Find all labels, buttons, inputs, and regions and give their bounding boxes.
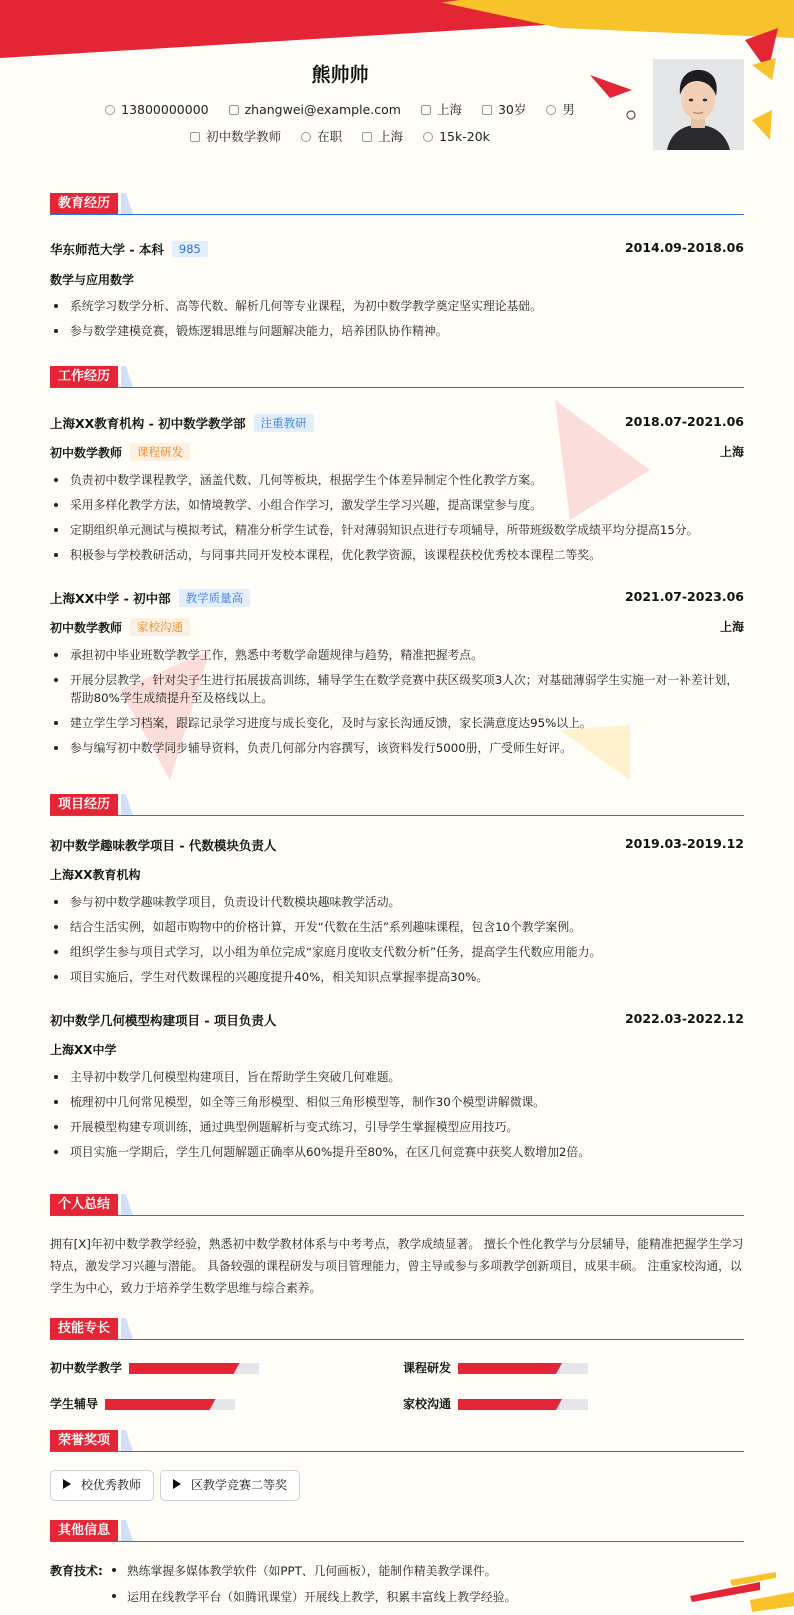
list-item: 熟练掌握多媒体教学软件（如PPT、几何画板），能制作精美教学课件。	[127, 1564, 497, 1578]
candidate-name: 熊帅帅	[311, 64, 369, 86]
section-tab-decoration	[121, 794, 133, 815]
list-item: 系统学习数学分析、高等代数、解析几何等专业课程，为初中数学教学奠定坚实理论基础。	[50, 297, 744, 315]
list-item: 建立学生学习档案，跟踪记录学习进度与成长变化，及时与家长沟通反馈，家长满意度达95%以上。	[50, 714, 744, 732]
skill-bar	[458, 1399, 588, 1410]
list-item: 承担初中毕业班数学教学工作，熟悉中考数学命题规律与趋势，精准把握考点。	[50, 646, 744, 664]
home-icon	[421, 105, 431, 115]
list-item: 运用在线教学平台（如腾讯课堂）开展线上教学，积累丰富线上教学经验。	[127, 1590, 517, 1604]
section-tab-decoration	[121, 1194, 133, 1215]
award-badge: 区教学竞赛二等奖	[160, 1470, 300, 1501]
skill-bar-fill	[105, 1399, 216, 1410]
award-badge: 校优秀教师	[50, 1470, 154, 1501]
school-tag: 985	[172, 241, 208, 257]
location: 上海	[421, 100, 462, 118]
skill-bar-fill	[458, 1363, 562, 1374]
play-icon	[173, 1479, 181, 1489]
avatar	[653, 59, 744, 150]
work-role: 初中数学教师 课程研发	[50, 443, 190, 461]
summary-text: 拥有[X]年初中数学教学经验，熟悉初中数学教材体系与中考考点，教学成绩显著。 擅长个性化教学与分层辅导，能精准把握学生学习特点，激发学习兴趣与潜能。 具备较强的课程研发与项目管理能力，曾主导或参与多项教学创新项目，成果丰硕。 注重家校沟通，以学生为中心，致力于培养学生数学思维与综合素养。	[50, 1237, 744, 1295]
play-icon	[63, 1479, 71, 1489]
work-bullets	[50, 646, 744, 764]
project-title: 初中数学趣味教学项目 - 代数模块负责人	[50, 838, 277, 853]
project-date: 2022.03-2022.12	[624, 1011, 744, 1026]
gender-icon	[546, 105, 556, 115]
list-item: 参与初中数学趣味教学项目，负责设计代数模块趣味教学活动。	[50, 893, 744, 911]
list-item: 项目实施一学期后，学生几何题解题正确率从60%提升至80%，在区几何竞赛中获奖人数增加2倍。	[50, 1143, 744, 1161]
section-work	[50, 366, 744, 388]
section-title: 项目经历	[50, 794, 118, 815]
project-org: 上海XX中学	[50, 1043, 117, 1057]
project-title: 初中数学几何模型构建项目 - 项目负责人	[50, 1013, 277, 1028]
education-date: 2014.09-2018.06	[624, 240, 744, 255]
work-city: 上海	[719, 620, 744, 634]
job-status: 在职	[301, 127, 342, 145]
company-tag: 教学质量高	[179, 589, 251, 607]
work-date: 2021.07-2023.06	[624, 589, 744, 604]
project-bullets	[50, 1068, 744, 1168]
job-title: 初中数学教师	[190, 127, 281, 145]
work-role: 初中数学教师 家校沟通	[50, 618, 190, 636]
building-icon	[362, 132, 372, 142]
section-title: 个人总结	[50, 1194, 118, 1215]
role-tag: 课程研发	[130, 443, 190, 461]
section-title: 荣誉奖项	[50, 1430, 118, 1451]
skill-name: 家校沟通	[403, 1397, 452, 1411]
skill-name: 学生辅导	[50, 1397, 99, 1411]
education-bullets	[50, 297, 744, 347]
list-item: 负责初中数学课程教学，涵盖代数、几何等板块，根据学生个体差异制定个性化教学方案。	[50, 471, 744, 489]
list-item: 参与编写初中数学同步辅导资料，负责几何部分内容撰写，该资料发行5000册，广受师生好评。	[50, 739, 744, 757]
age: 30岁	[482, 100, 526, 118]
job-city: 上海	[362, 127, 403, 145]
section-summary	[50, 1194, 744, 1216]
section-title: 教育经历	[50, 193, 118, 214]
education-major: 数学与应用数学	[50, 273, 135, 287]
work-bullets	[50, 471, 744, 571]
section-tab-decoration	[121, 1520, 133, 1541]
list-item: 开展模型构建专项训练，通过典型例题解析与变式练习，引导学生掌握模型应用技巧。	[50, 1118, 744, 1136]
skill-bar	[458, 1363, 588, 1374]
skill-name: 初中数学教学	[50, 1361, 123, 1375]
section-education	[50, 193, 744, 215]
cake-icon	[482, 105, 492, 115]
email: zhangwei@example.com	[229, 102, 401, 117]
gear-icon	[301, 132, 311, 142]
work-company: 上海XX中学 - 初中部 教学质量高	[50, 589, 250, 607]
section-tab-decoration	[121, 366, 133, 387]
section-tab-decoration	[121, 1430, 133, 1451]
avatar-portrait	[653, 59, 744, 150]
phone-icon	[105, 105, 115, 115]
list-item: 项目实施后，学生对代数课程的兴趣度提升40%，相关知识点掌握率提高30%。	[50, 968, 744, 986]
mail-icon	[229, 105, 239, 115]
section-title: 工作经历	[50, 366, 118, 387]
section-tab-decoration	[121, 193, 133, 214]
section-other	[50, 1520, 744, 1542]
skill-bar-fill	[129, 1363, 240, 1374]
resume-header	[0, 0, 794, 175]
list-item: 梳理初中几何常见模型，如全等三角形模型、相似三角形模型等，制作30个模型讲解微课。	[50, 1093, 744, 1111]
work-company: 上海XX教育机构 - 初中数学教学部 注重教研	[50, 414, 314, 432]
education-school: 华东师范大学 - 本科 985	[50, 240, 208, 258]
skill-bar	[129, 1363, 259, 1374]
gender: 男	[546, 100, 575, 118]
send-icon	[190, 132, 200, 142]
phone: 13800000000	[105, 102, 208, 117]
list-item: 结合生活实例，如超市购物中的价格计算，开发“代数在生活”系列趣味课程，包含10个教学案例。	[50, 918, 744, 936]
list-item: 采用多样化教学方法，如情境教学、小组合作学习，激发学生学习兴趣，提高课堂参与度。	[50, 496, 744, 514]
list-item: 开展分层教学，针对尖子生进行拓展拔高训练，辅导学生在数学竞赛中获区级奖项3人次；对基础薄弱学生实施一对一补差计划，帮助80%学生成绩提升至及格线以上。	[50, 671, 744, 707]
work-date: 2018.07-2021.06	[624, 414, 744, 429]
skill-name: 课程研发	[403, 1361, 452, 1375]
role-tag: 家校沟通	[130, 618, 190, 636]
list-item: 组织学生参与项目式学习，以小组为单位完成“家庭月度收支代数分析”任务，提高学生代数应用能力。	[50, 943, 744, 961]
project-bullets	[50, 893, 744, 993]
work-city: 上海	[719, 445, 744, 459]
list-item: 积极参与学校教研活动，与同事共同开发校本课程，优化教学资源，该课程获校优秀校本课程二等奖。	[50, 546, 744, 564]
section-title: 其他信息	[50, 1520, 118, 1541]
job-intent-row	[0, 127, 680, 145]
section-tab-decoration	[121, 1318, 133, 1339]
list-item: 定期组织单元测试与模拟考试，精准分析学生试卷，针对薄弱知识点进行专项辅导，所带班级数学成绩平均分提高15分。	[50, 521, 744, 539]
project-org: 上海XX教育机构	[50, 868, 141, 882]
other-label: 教育技术:	[50, 1564, 103, 1578]
section-project	[50, 794, 744, 816]
section-skills	[50, 1318, 744, 1340]
project-date: 2019.03-2019.12	[624, 836, 744, 851]
coin-icon	[423, 132, 433, 142]
list-item: 参与数学建模竞赛，锻炼逻辑思维与问题解决能力，培养团队协作精神。	[50, 322, 744, 340]
salary: 15k-20k	[423, 129, 490, 144]
skill-bar-fill	[458, 1399, 562, 1410]
company-tag: 注重教研	[254, 414, 314, 432]
list-item: 主导初中数学几何模型构建项目，旨在帮助学生突破几何难题。	[50, 1068, 744, 1086]
contact-row	[0, 100, 680, 118]
section-awards	[50, 1430, 744, 1452]
section-title: 技能专长	[50, 1318, 118, 1339]
skill-bar	[105, 1399, 235, 1410]
